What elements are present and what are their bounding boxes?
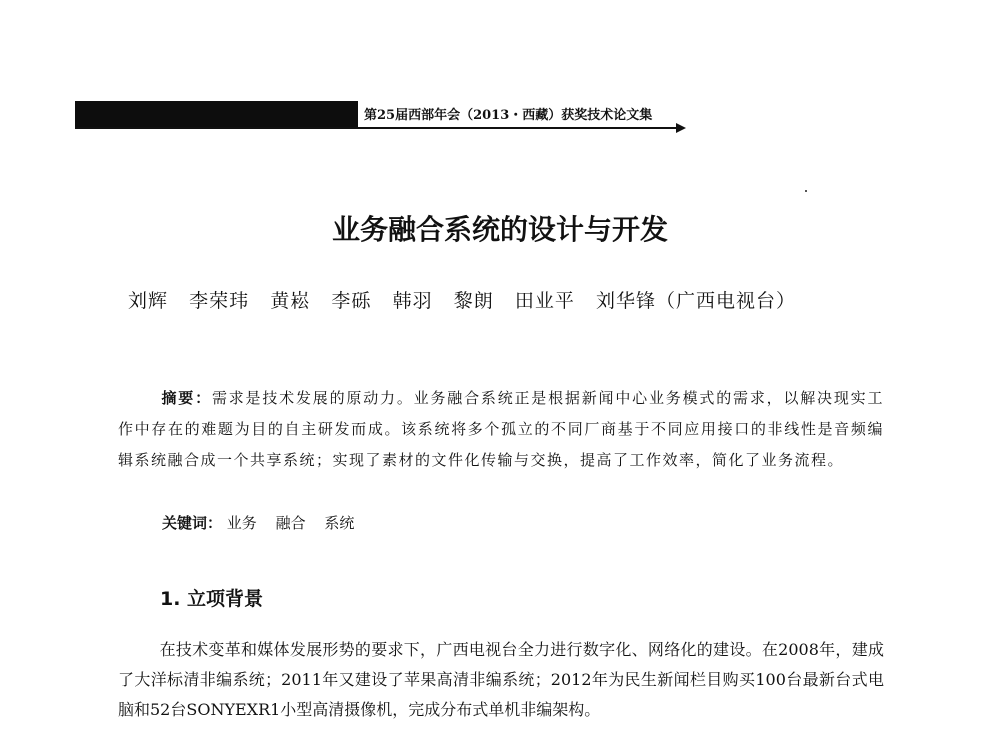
keyword: 融合 [275, 514, 306, 532]
scan-speck [805, 190, 807, 192]
author: 刘辉 [128, 290, 169, 312]
abstract-text: 需求是技术发展的原动力。业务融合系统正是根据新闻中心业务模式的需求，以解决现实工作中存在的难题为目的自主研发而成。该系统将多个孤立的不同厂商基于不同应用接口的非线性是音频编辑系统融合成一个共享系统；实现了素材的文件化传输与交换，提高了工作效率，简化了业务流程。 [118, 389, 884, 469]
header-arrow-icon [676, 123, 686, 133]
abstract-label: 摘要： [161, 389, 212, 407]
keywords [162, 512, 368, 533]
section-heading: 1. 立项背景 [160, 588, 264, 610]
keywords-label: 关键词： [162, 514, 223, 532]
abstract [118, 383, 884, 476]
author: 李砾 [331, 290, 372, 312]
header-black-bar [75, 101, 358, 128]
keyword: 业务 [226, 514, 257, 532]
author: 黄崧 [270, 290, 311, 312]
paper-title: 业务融合系统的设计与开发 [331, 213, 668, 246]
author: 李荣玮 [189, 290, 250, 312]
running-header: 第25届西部年会（2013・西藏）获奖技术论文集 [364, 108, 653, 123]
author: 田业平 [514, 290, 575, 312]
author: 刘华锋（广西电视台） [595, 290, 796, 312]
author: 黎朗 [453, 290, 494, 312]
author: 韩羽 [392, 290, 433, 312]
body-paragraph: 在技术变革和媒体发展形势的要求下，广西电视台全力进行数字化、网络化的建设。在2008年，建成了大洋标清非编系统；2011年又建设了苹果高清非编系统；2012年为民生新闻栏目购买100台最新台式电脑和52台SONYEXR1小型高清摄像机，完成分布式单机非编架构。 [118, 640, 884, 719]
header-rule [75, 127, 679, 129]
keyword: 系统 [324, 514, 355, 532]
author-list [128, 286, 796, 313]
